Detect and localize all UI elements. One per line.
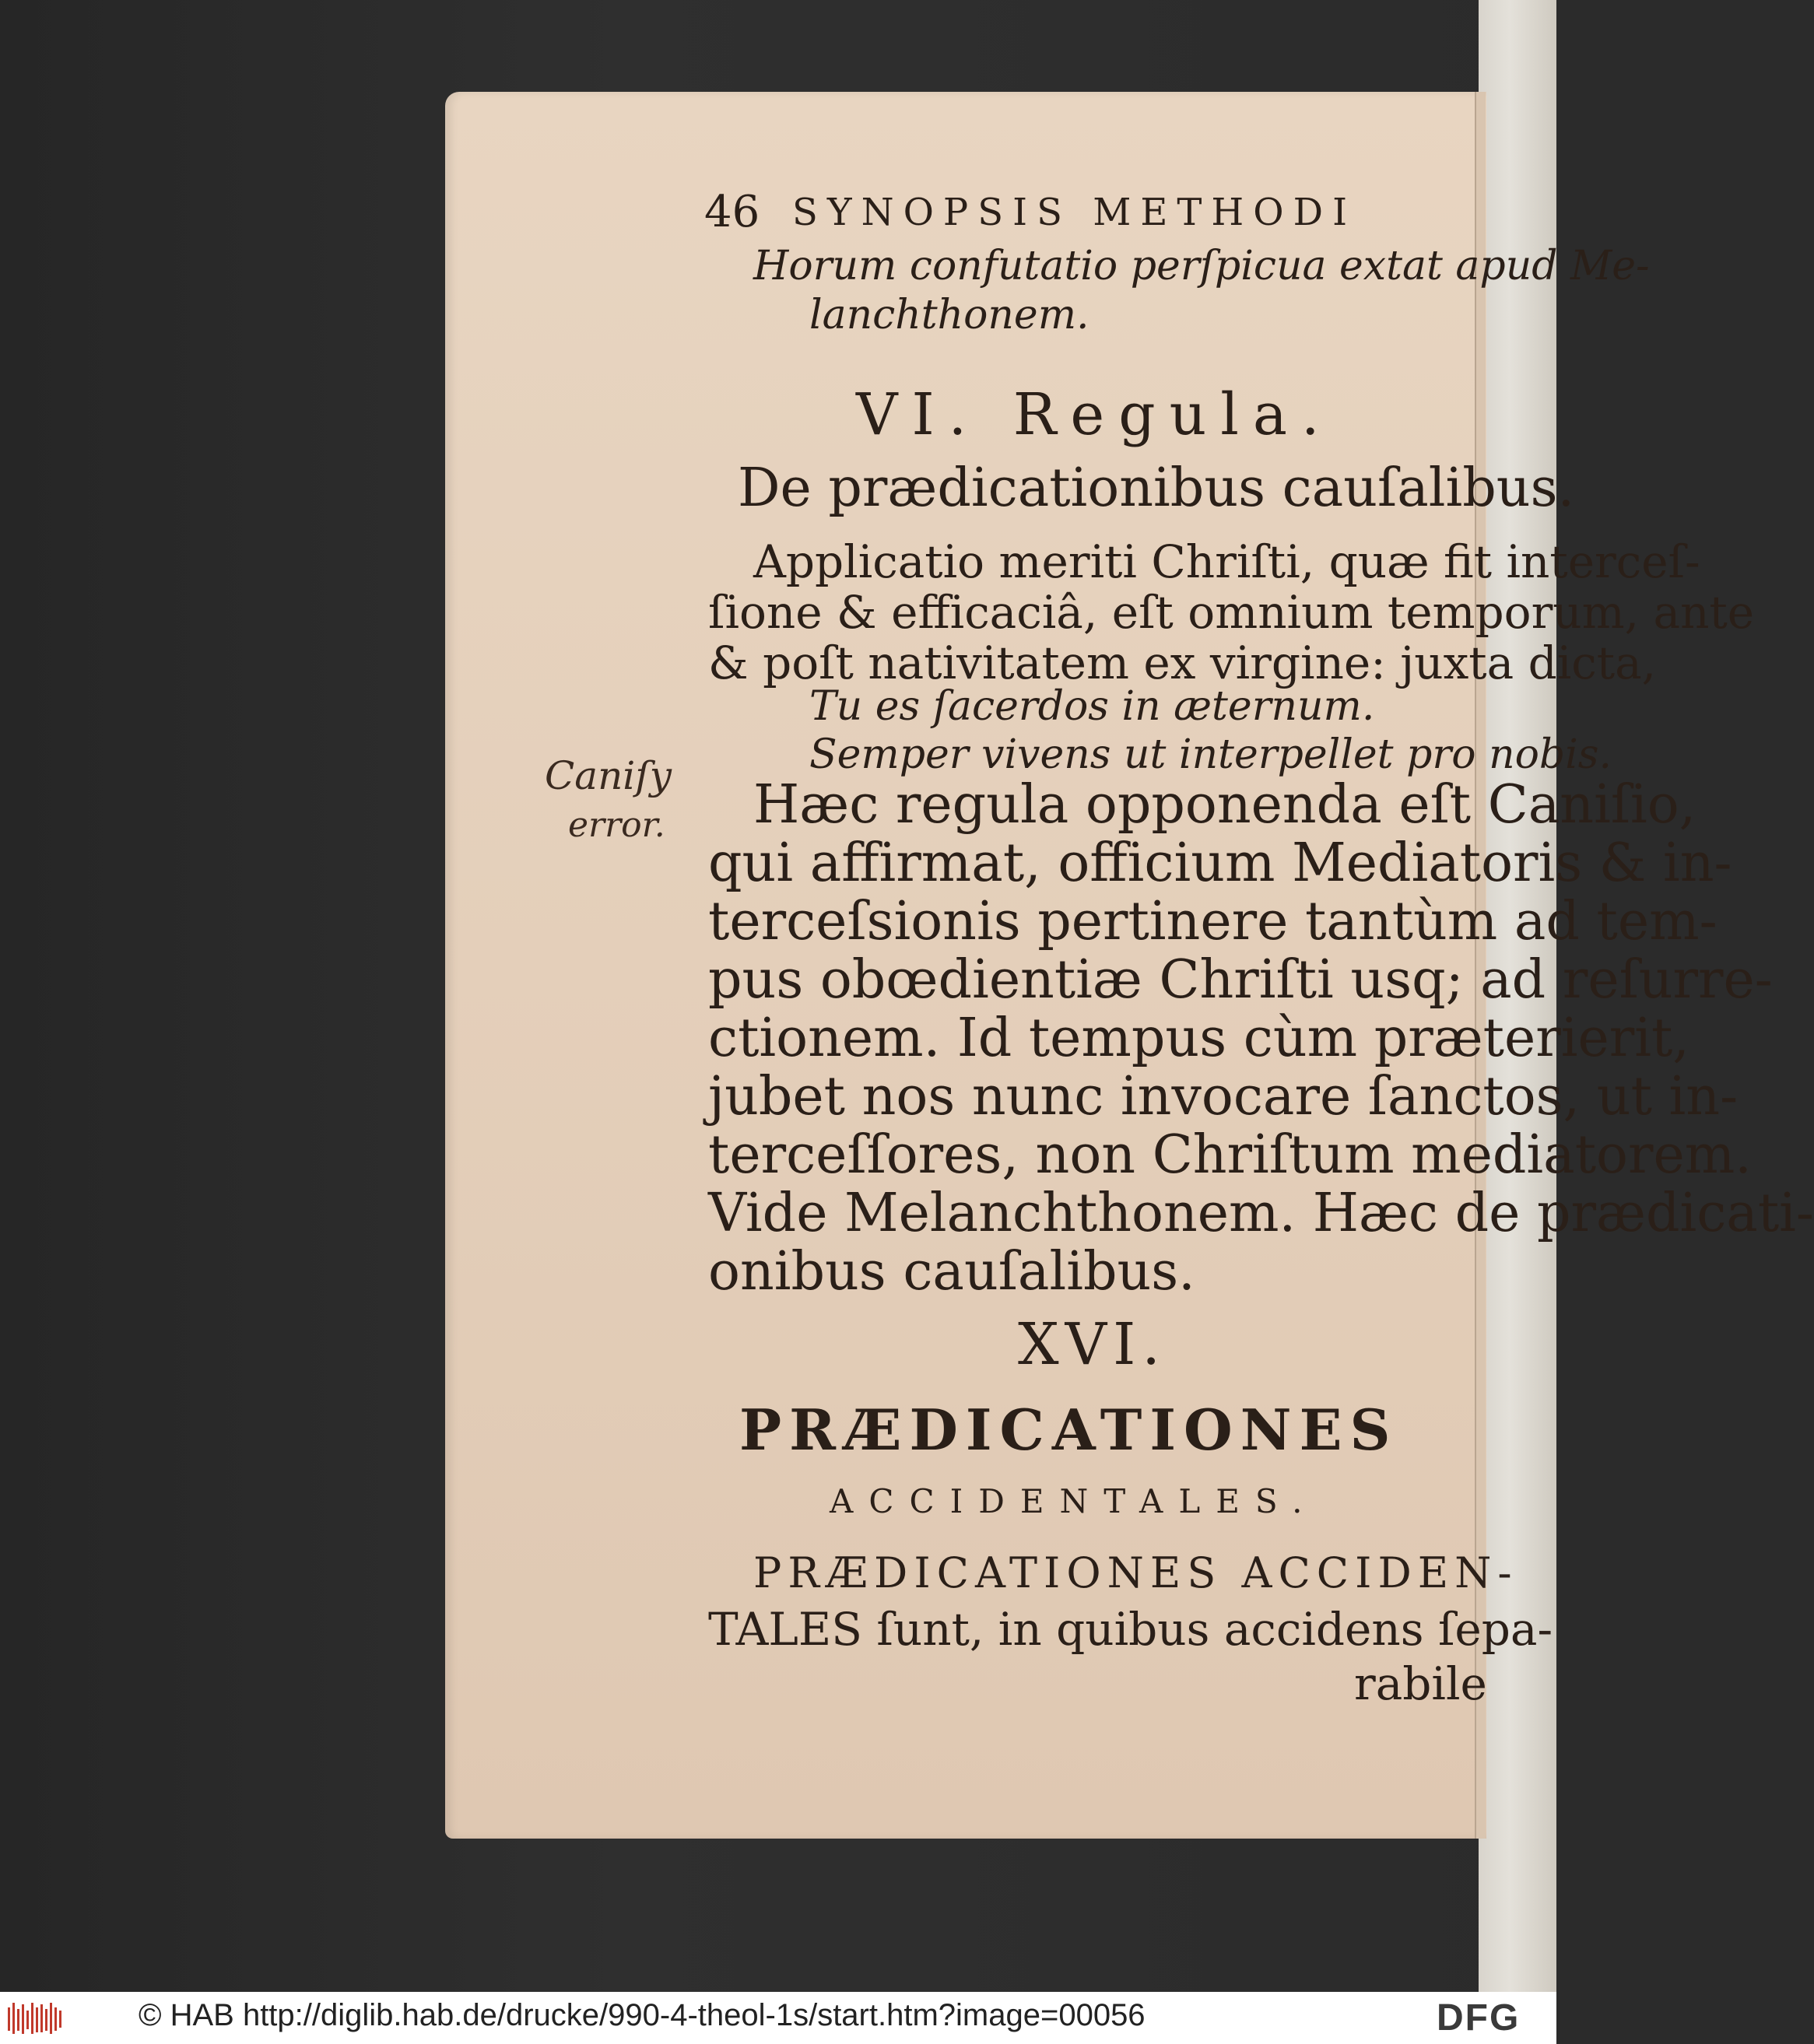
text-line: Horum confutatio perſpicua extat apud Me- <box>753 243 1650 289</box>
text-line: pus obœdientiæ Chriſti usq; ad reſurre- <box>708 949 1773 1011</box>
text-line: TALES ſunt, in quibus accidens ſepa- <box>708 1603 1553 1656</box>
section-heading-praedicationes: PRÆDICATIONES <box>739 1397 1398 1463</box>
hab-logo-icon <box>6 2000 65 2037</box>
margin-note-line: error. <box>568 805 665 845</box>
text-line: jubet nos nunc invocare ſanctos, ut in- <box>708 1066 1739 1127</box>
text-line: onibus cauſalibus. <box>708 1241 1195 1302</box>
text-line: & poſt nativitatem ex virgine: juxta dicta, <box>708 636 1657 689</box>
text-line: Semper vivens ut interpellet pro nobis. <box>809 731 1612 778</box>
text-line: PRÆDICATIONES ACCIDEN- <box>753 1548 1518 1597</box>
dfg-logo: DFG <box>1437 1997 1521 2039</box>
text-line: lanchthonem. <box>809 292 1089 338</box>
margin-note-line: Caniſy <box>545 753 672 798</box>
text-line: rabile <box>1354 1657 1487 1710</box>
text-line: Hæc regula opponenda eſt Caniſio, <box>753 774 1696 836</box>
text-line: ſione & efficaciâ, eſt omnium temporum, ante <box>708 586 1755 639</box>
section-subheading: De prædicationibus cauſalibus. <box>738 458 1575 519</box>
text-line: Vide Melanchthonem. Hæc de prædicati- <box>708 1183 1814 1244</box>
text-line: qui affirmat, officium Mediatoris & in- <box>708 833 1732 894</box>
copyright-link[interactable]: © HAB http://diglib.hab.de/drucke/990-4-theol-1s/start.htm?image=00056 <box>139 1998 1146 2032</box>
text-line: Tu es ſacerdos in æternum. <box>809 683 1375 730</box>
running-title: SYNOPSIS METHODI <box>792 191 1357 234</box>
section-heading-regula: VI. Regula. <box>856 381 1334 448</box>
section-number: XVI. <box>1018 1311 1167 1378</box>
text-line: Applicatio meriti Chriſti, quæ fit interceſ- <box>753 535 1700 588</box>
section-subheading-accidentales: ACCIDENTALES. <box>830 1482 1318 1520</box>
page-number: 46 <box>704 187 760 237</box>
text-line: terceſsionis pertinere tantùm ad tem- <box>708 891 1718 952</box>
text-line: terceſſores, non Chriſtum mediatorem. <box>708 1124 1752 1186</box>
text-line: ctionem. Id tempus cùm præterierit, <box>708 1008 1689 1069</box>
